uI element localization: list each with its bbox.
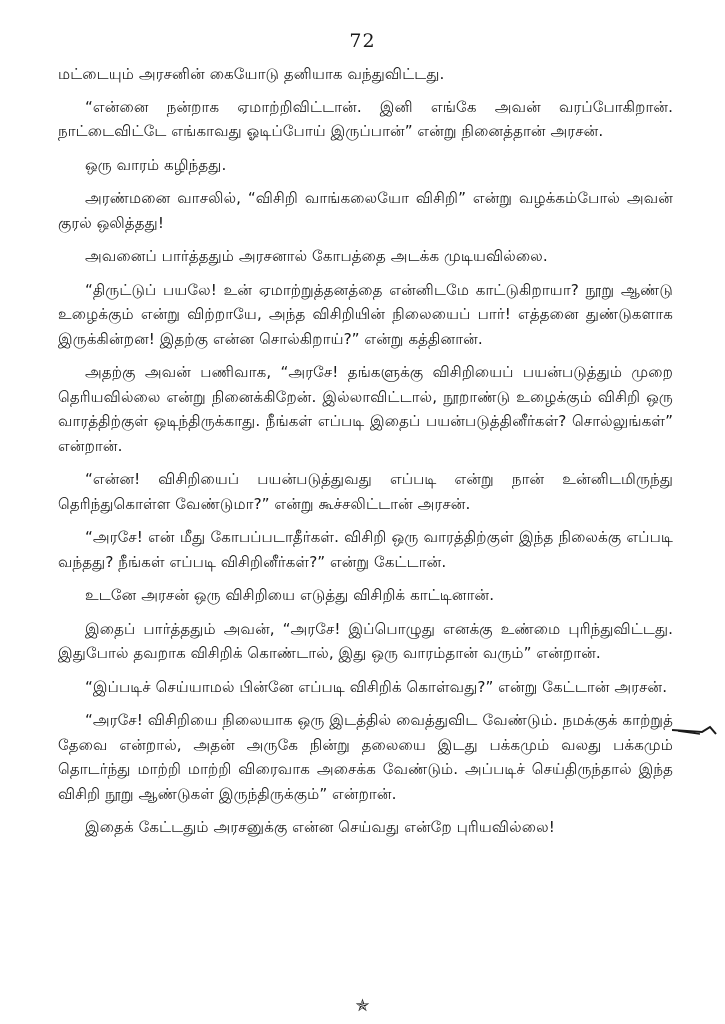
paragraph: இதைப் பார்த்ததும் அவன், “அரசே! இப்பொழுது எனக்கு உண்மை புரிந்துவிட்டது. இதுபோல் தவறாக விசிறிக் கொண்டால், இது ஒரு வாரம்தான் வரும்” என்றான். (58, 619, 673, 662)
paragraph: “அரசே! என் மீது கோபப்படாதீர்கள். விசிறி ஒரு வாரத்திற்குள் இந்த நிலைக்கு எப்படி வந்தது? நீங்கள் எப்படி விசிறினீர்கள்?” என்று கேட்டான். (58, 528, 673, 571)
paragraph: உடனே அரசன் ஒரு விசிறியை எடுத்து விசிறிக் காட்டினான். (85, 586, 495, 604)
paragraph: மட்டையும் அரசனின் கையோடு தனியாக வந்துவிட்டது. (58, 65, 445, 83)
paragraph: அவனைப் பார்த்ததும் அரசனால் கோபத்தை அடக்க முடியவில்லை. (85, 247, 548, 265)
paragraph: அதற்கு அவன் பணிவாக, “அரசே! தங்களுக்கு விசிறியைப் பயன்படுத்தும் முறை தெரியவில்லை என்று நினைக்கிறேன். இல்லாவிட்டால், நூறாண்டு உழைக்கும் விசிறி ஒரு வாரத்திற்குள் ஒடிந்திருக்காது. நீங்கள் எப்படி இதைப் பயன்படுத்தினீர்கள்? சொல்லுங்கள்” என்றான். (58, 363, 673, 455)
paragraph: “அரசே! விசிறியை நிலையாக ஒரு இடத்தில் வைத்துவிட வேண்டும். நமக்குக் காற்றுத் தேவை என்றால், அதன் அருகே நின்று தலையை இடது பக்கமும் வலது பக்கமும் தொடர்ந்து மாற்றி மாற்றி விரைவாக அசைக்க வேண்டும். அப்படிச் செய்திருந்தால் இந்த விசிறி நூறு ஆண்டுகள் இருந்திருக்கும்” என்றான். (58, 711, 673, 803)
page-number: 72 (349, 30, 376, 52)
paragraph: “என்ன! விசிறியைப் பயன்படுத்துவது எப்படி என்று நான் உன்னிடமிருந்து தெரிந்துகொள்ள வேண்டுமா?” என்று கூச்சலிட்டான் அரசன். (58, 470, 673, 513)
scan-ink-mark (672, 718, 718, 742)
paragraph: இதைக் கேட்டதும் அரசனுக்கு என்ன செய்வது என்றே புரியவில்லை! (85, 818, 555, 836)
paragraph: ஒரு வாரம் கழிந்தது. (85, 155, 227, 174)
paragraph: “என்னை நன்றாக ஏமாற்றிவிட்டான். இனி எங்கே அவன் வரப்போகிறான். நாட்டைவிட்டே எங்காவது ஓடிப்போய் இருப்பான்” என்று நினைத்தான் அரசன். (58, 97, 673, 140)
paragraph: அரண்மனை வாசலில், “விசிறி வாங்கலையோ விசிறி” என்று வழக்கம்போல் அவன் குரல் ஒலித்தது! (58, 189, 673, 232)
paragraph: “திருட்டுப் பயலே! உன் ஏமாற்றுத்தனத்தை என்னிடமே காட்டுகிறாயா? நூறு ஆண்டு உழைக்கும் என்று விற்றாயே, அந்த விசிறியின் நிலையைப் பார்! எத்தனை துண்டுகளாக இருக்கின்றன! இதற்கு என்ன சொல்கிறாய்?” என்று கத்தினான். (58, 280, 673, 348)
star-icon: ✯ (355, 996, 370, 1016)
story-text (58, 62, 673, 849)
paragraph: “இப்படிச் செய்யாமல் பின்னே எப்படி விசிறிக் கொள்வது?” என்று கேட்டான் அரசன். (85, 677, 668, 696)
